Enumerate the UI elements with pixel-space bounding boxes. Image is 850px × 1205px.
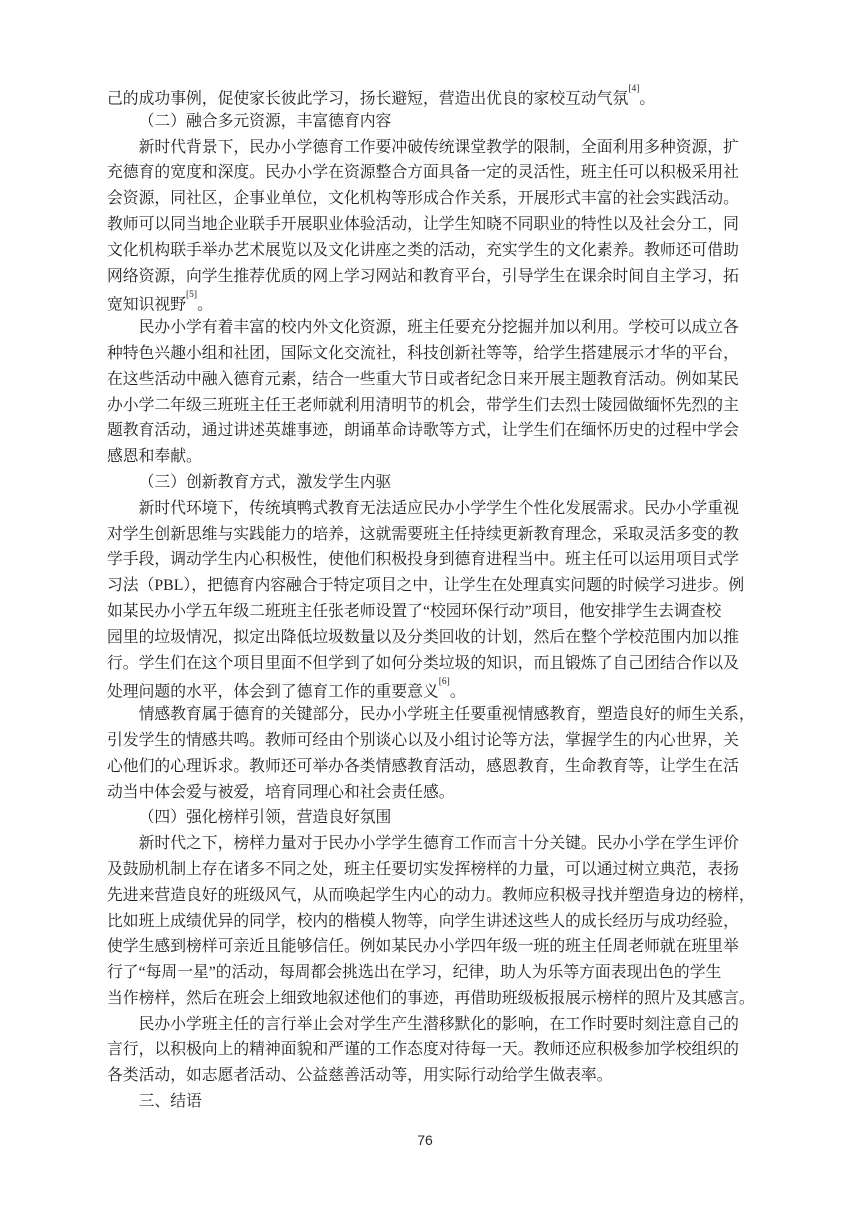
text-line: 感恩和奉献。 <box>107 448 202 466</box>
text-line: 网络资源，向学生推荐优质的网上学习网站和教育平台，引导学生在课余时间自主学习，拓 <box>107 267 739 285</box>
text-line: 动当中体会爱与被爱，培育同理心和社会责任感。 <box>107 783 455 801</box>
text-line: 三、结语 <box>138 1093 202 1111</box>
text-line: 教师可以同当地企业联手开展职业体验活动，让学生知晓不同职业的特性以及社会分工，同 <box>107 215 739 233</box>
text-line: 行。学生们在这个项目里面不但学到了如何分类垃圾的知识，而且锻炼了自己团结合作以及 <box>107 654 739 672</box>
text-line: 行了“每周一星”的活动，每周都会挑选出在学习，纪律，助人为乐等方面表现出色的学生 <box>107 964 722 982</box>
text-line: 各类活动，如志愿者活动、公益慈善活动等，用实际行动给学生做表率。 <box>107 1067 613 1085</box>
text-line: 新时代背景下，民办小学德育工作要冲破传统课堂教学的限制，全面利用多种资源，扩 <box>138 138 739 156</box>
text-line: 新时代环境下，传统填鸭式教育无法适应民办小学学生个性化发展需求。民办小学重视 <box>138 499 739 517</box>
text-line: 新时代之下，榜样力量对于民办小学学生德育工作而言十分关键。民办小学在学生评价 <box>138 835 739 853</box>
document-body <box>107 83 757 1115</box>
text-line: 民办小学有着丰富的校内外文化资源，班主任要充分挖掘并加以利用。学校可以成立各 <box>138 319 739 337</box>
text-line: 言行，以积极向上的精神面貌和严谨的工作态度对待每一天。教师还应积极参加学校组织的 <box>107 1041 739 1059</box>
text-line: 对学生创新思维与实践能力的培养，这就需要班主任持续更新教育理念，采取灵活多变的教 <box>107 525 739 543</box>
text-line: 在这些活动中融入德育元素，结合一些重大节日或者纪念日来开展主题教育活动。例如某民 <box>107 370 739 388</box>
text-line: 及鼓励机制上存在诸多不同之处，班主任要切实发挥榜样的力量，可以通过树立典范，表扬 <box>107 860 739 878</box>
text-line: 心他们的心理诉求。教师还可举办各类情感教育活动，感恩教育，生命教育等，让学生在活 <box>107 757 739 775</box>
text-line: 习法（PBL），把德育内容融合于特定项目之中，让学生在处理真实问题的时候学习进步。例 <box>107 577 745 595</box>
text-line: （四）强化榜样引领，营造良好氛围 <box>138 809 392 827</box>
text-line: （三）创新教育方式，激发学生内驱 <box>138 473 392 491</box>
text-line: 民办小学班主任的言行举止会对学生产生潜移默化的影响，在工作时要时刻注意自己的 <box>138 1015 739 1033</box>
text-line: 充德育的宽度和深度。民办小学在资源整合方面具备一定的灵活性，班主任可以积极采用社 <box>107 164 739 182</box>
text-line: 先进来营造良好的班级风气，从而唤起学生内心的动力。教师应积极寻找并塑造身边的榜样， <box>107 886 755 904</box>
text-line: 宽知识视野[5]。 <box>107 290 213 314</box>
text-line: 文化机构联手举办艺术展览以及文化讲座之类的活动，充实学生的文化素养。教师还可借助 <box>107 241 739 259</box>
text-line: 当作榜样，然后在班会上细致地叙述他们的事迹，再借助班级板报展示榜样的照片及其感言。 <box>107 989 755 1007</box>
text-line: 己的成功事例，促使家长彼此学习，扬长避短，营造出优良的家校互动气氛[4]。 <box>107 84 656 108</box>
text-line: 处理问题的水平，体会到了德育工作的重要意义[6]。 <box>107 677 466 701</box>
text-line: 会资源，同社区，企事业单位，文化机构等形成合作关系，开展形式丰富的社会实践活动。 <box>107 190 739 208</box>
citation-marker: [4] <box>628 84 640 94</box>
citation-marker: [6] <box>438 677 450 688</box>
text-line: （二）融合多元资源，丰富德育内容 <box>138 112 392 130</box>
citation-marker: [5] <box>186 290 198 301</box>
text-line: 引发学生的情感共鸣。教师可经由个别谈心以及小组讨论等方法，掌握学生的内心世界，关 <box>107 731 739 749</box>
text-line: 题教育活动，通过讲述英雄事迹，朗诵革命诗歌等方式，让学生们在缅怀历史的过程中学会 <box>107 422 739 440</box>
text-line: 学手段，调动学生内心积极性，使他们积极投身到德育进程当中。班主任可以运用项目式学 <box>107 551 739 569</box>
page-number: 76 <box>417 1132 433 1148</box>
text-line: 种特色兴趣小组和社团，国际文化交流社，科技创新社等等，给学生搭建展示才华的平台， <box>107 344 739 362</box>
text-line: 园里的垃圾情况，拟定出降低垃圾数量以及分类回收的计划，然后在整个学校范围内加以推 <box>107 628 739 646</box>
text-line: 如某民办小学五年级二班班主任张老师设置了“校园环保行动”项目，他安排学生去调查校 <box>107 602 722 620</box>
text-line: 情感教育属于德育的关键部分，民办小学班主任要重视情感教育，塑造良好的师生关系， <box>138 706 755 724</box>
text-line: 使学生感到榜样可亲近且能够信任。例如某民办小学四年级一班的班主任周老师就在班里举 <box>107 938 739 956</box>
text-line: 比如班上成绩优异的同学，校内的楷模人物等，向学生讲述这些人的成长经历与成功经验， <box>107 912 739 930</box>
text-line: 办小学二年级三班班主任王老师就利用清明节的机会，带学生们去烈士陵园做缅怀先烈的主 <box>107 396 739 414</box>
